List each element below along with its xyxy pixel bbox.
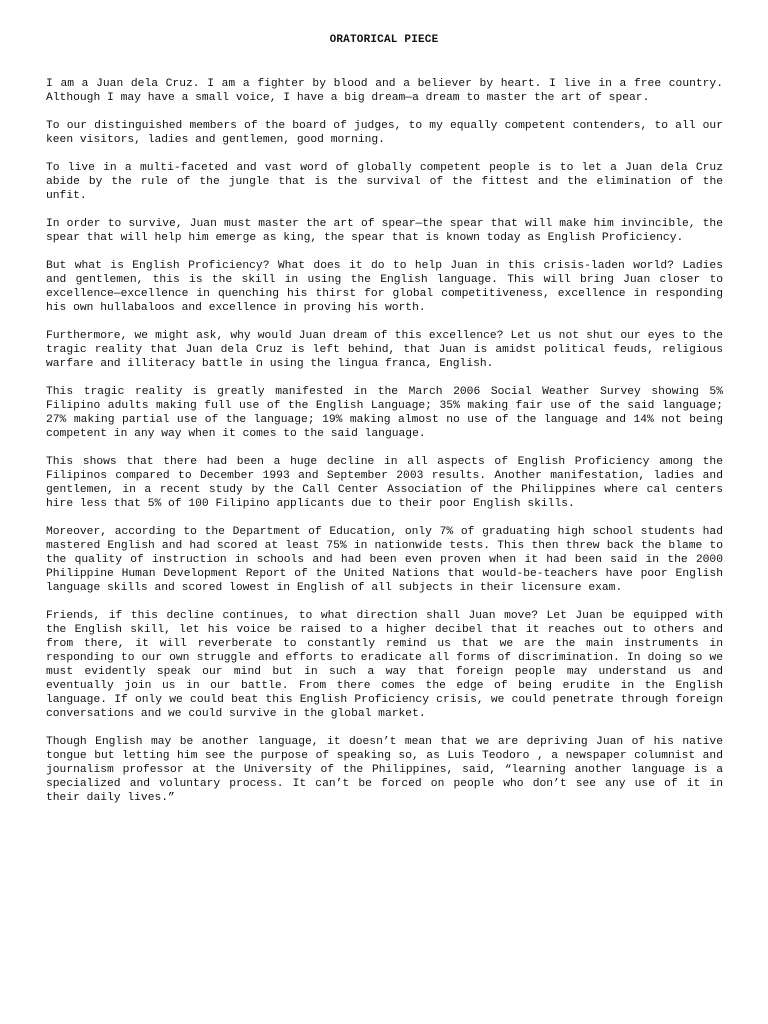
- paragraph: This tragic reality is greatly manifested in the March 2006 Social Weather Survey showing 5% Filipino adults making full use of the English Language; 35% making fair use of the said language; 27% making partial use of the language; 19% making almost no use of the language and 14% not being competent in any way when it comes to the said language.: [46, 386, 723, 440]
- paragraph: But what is English Proficiency? What does it do to help Juan in this crisis-laden world? Ladies and gentlemen, this is the skill in using the English language. This will bring Juan closer to excellence—excellence in quenching his thirst for global competitiveness, excellence in responding his own hullabaloos and excellence in proving his worth.: [46, 260, 723, 314]
- paragraph: I am a Juan dela Cruz. I am a fighter by blood and a believer by heart. I live in a free country. Although I may have a small voice, I have a big dream—a dream to master the art of spear.: [46, 78, 723, 104]
- paragraph: To our distinguished members of the board of judges, to my equally competent contenders, to all our keen visitors, ladies and gentlemen, good morning.: [46, 120, 723, 146]
- paragraph: Furthermore, we might ask, why would Juan dream of this excellence? Let us not shut our eyes to the tragic reality that Juan dela Cruz is left behind, that Juan is amidst political feuds, religious warfare and illiteracy battle in using the lingua franca, English.: [46, 330, 723, 370]
- page-title: ORATORICAL PIECE: [329, 34, 439, 46]
- document-body: [46, 77, 723, 819]
- paragraph: Friends, if this decline continues, to what direction shall Juan move? Let Juan be equipped with the English skill, let his voice be raised to a higher decibel that it reaches out to others and from there, it will reverberate to constantly remind us that we are the main instruments in responding to our own struggle and efforts to eradicate all forms of discrimination. In doing so we must evidently speak our mind but in such a way that foreign people may understand us and eventually join us in our battle. From there comes the edge of being erudite in the English language. If only we could beat this English Proficiency crisis, we could penetrate through foreign conversations and we could survive in the global market.: [46, 610, 723, 720]
- paragraph: Though English may be another language, it doesn’t mean that we are depriving Juan of his native tongue but letting him see the purpose of speaking so, as Luis Teodoro , a newspaper columnist and journalism professor at the University of the Philippines, said, “learning another language is a specialized and voluntary process. It can’t be forced on people who don’t see any use of it in their daily lives.”: [46, 736, 723, 804]
- paragraph: To live in a multi-faceted and vast word of globally competent people is to let a Juan dela Cruz abide by the rule of the jungle that is the survival of the fittest and the elimination of the unfit.: [46, 162, 723, 202]
- paragraph: This shows that there had been a huge decline in all aspects of English Proficiency among the Filipinos compared to December 1993 and September 2003 results. Another manifestation, ladies and gentlemen, in a recent study by the Call Center Association of the Philippines where cal centers hire less that 5% of 100 Filipino applicants due to their poor English skills.: [46, 456, 723, 510]
- paragraph: Moreover, according to the Department of Education, only 7% of graduating high school students had mastered English and had scored at least 75% in nationwide tests. This then threw back the blame to the quality of instruction in schools and had been even proven when it had been said in the 2000 Philippine Human Development Report of the United Nations that would-be-teachers have poor English language skills and scored lowest in English of all subjects in their licensure exam.: [46, 526, 723, 594]
- paragraph: In order to survive, Juan must master the art of spear—the spear that will make him invincible, the spear that will help him emerge as king, the spear that is known today as English Proficiency.: [46, 218, 723, 244]
